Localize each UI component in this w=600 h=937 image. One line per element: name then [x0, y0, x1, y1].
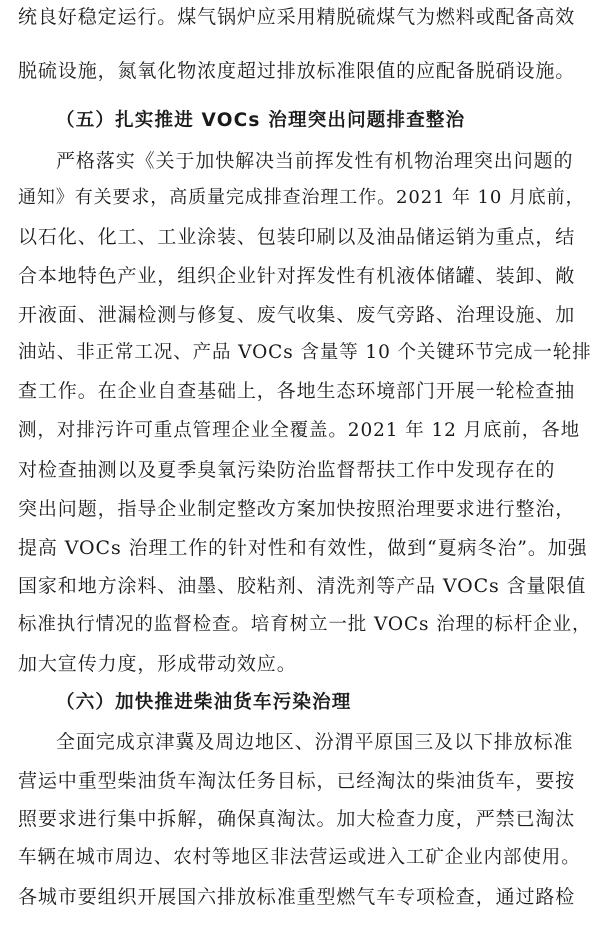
- paragraph-line: 照要求进行集中拆解，确保真淘汰。加大检查力度，严禁已淘汰: [18, 808, 576, 830]
- paragraph-line: 严格落实《关于加快解决当前挥发性有机物治理突出问题的: [56, 150, 574, 172]
- paragraph-line: 标准执行情况的监督检查。培育树立一批 VOCs 治理的标杆企业，: [18, 614, 592, 635]
- paragraph-line: 全面完成京津冀及周边地区、汾渭平原国三及以下排放标准: [56, 731, 574, 753]
- paragraph-line: 统良好稳定运行。煤气锅炉应采用精脱硫煤气为燃料或配备高效: [18, 6, 576, 28]
- paragraph-line: 油站、非正常工况、产品 VOCs 含量等 10 个关键环节完成一轮排: [18, 342, 592, 363]
- paragraph-line: 开液面、泄漏检测与修复、废气收集、废气旁路、治理设施、加: [18, 304, 576, 326]
- paragraph-line: 国家和地方涂料、油墨、胶粘剂、清洗剂等产品 VOCs 含量限值: [18, 575, 587, 597]
- paragraph-line: 查工作。在企业自查基础上，各地生态环境部门开展一轮检查抽: [18, 380, 576, 402]
- paragraph-line: 合本地特色产业，组织企业针对挥发性有机液体储罐、装卸、敞: [18, 265, 576, 287]
- section-heading-5: （五）扎实推进 VOCs 治理突出问题排查整治: [56, 110, 466, 131]
- paragraph-line: 提高 VOCs 治理工作的针对性和有效性，做到“夏病冬治”。加强: [18, 537, 588, 559]
- paragraph-line: 通知》有关要求，高质量完成排查治理工作。2021 年 10 月底前，: [18, 187, 585, 208]
- paragraph-line: 车辆在城市周边、农村等地区非法营运或进入工矿企业内部使用。: [18, 847, 581, 868]
- paragraph-line: 各城市要组织开展国六排放标准重型燃气车专项检查，通过路检: [18, 886, 576, 908]
- section-heading-6: （六）加快推进柴油货车污染治理: [56, 692, 352, 713]
- paragraph-line: 测，对排污许可重点管理企业全覆盖。2021 年 12 月底前，各地: [18, 420, 580, 441]
- paragraph-line: 对检查抽测以及夏季臭氧污染防治监督帮扶工作中发现存在的: [18, 459, 556, 481]
- paragraph-line: 脱硫设施，氮氧化物浓度超过排放标准限值的应配备脱硝设施。: [18, 60, 576, 82]
- paragraph-line: 营运中重型柴油货车淘汰任务目标，已经淘汰的柴油货车，要按: [18, 770, 576, 792]
- paragraph-line: 加大宣传力度，形成带动效应。: [18, 653, 297, 675]
- paragraph-line: 突出问题，指导企业制定整改方案加快按照治理要求进行整治，: [18, 498, 576, 520]
- paragraph-line: 以石化、化工、工业涂装、包装印刷以及油品储运销为重点，结: [18, 226, 576, 248]
